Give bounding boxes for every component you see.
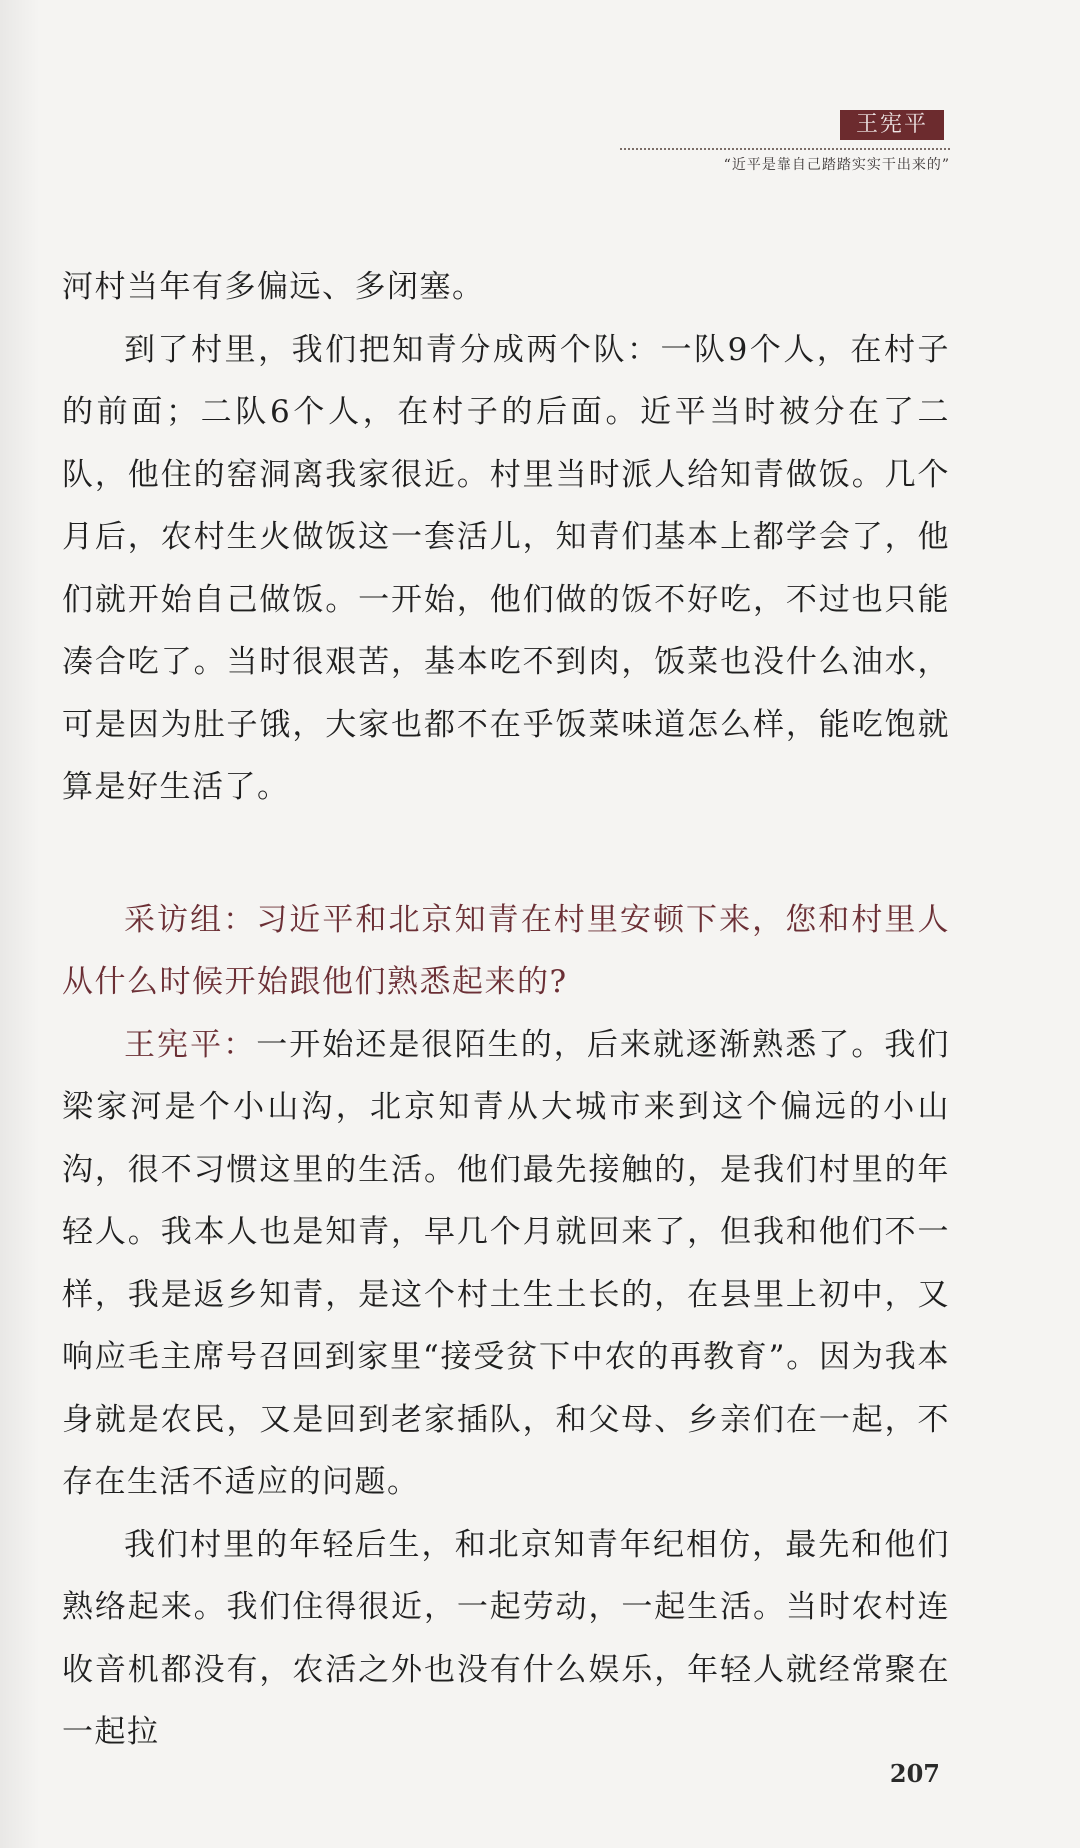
section-gap — [62, 819, 950, 889]
interview-answer — [62, 1014, 950, 1514]
chapter-badge: 王宪平 — [840, 110, 944, 140]
answer-speaker: 王宪平： — [124, 1026, 257, 1063]
header-divider — [620, 148, 950, 150]
paragraph-young-people: 我们村里的年轻后生，和北京知青年纪相仿，最先和他们熟络起来。我们住得很近，一起劳动，一起生活。当时农村连收音机都没有，农活之外也没有什么娱乐，年轻人就经常聚在一起拉 — [62, 1526, 950, 1750]
answer-text: 一开始还是很陌生的，后来就逐渐熟悉了。我们梁家河是个小山沟，北京知青从大城市来到这个偏远的小山沟，很不习惯这里的生活。他们最先接触的，是我们村里的年轻人。我本人也是知青，早几个月就回来了，但我和他们不一样，我是返乡知青，是这个村土生土长的，在县里上初中，又响应毛主席号召回到家里“接受贫下中农的再教育”。因为我本身就是农民，又是回到老家插队，和父母、乡亲们在一起，不存在生活不适应的问题。 — [62, 1026, 950, 1500]
chapter-subtitle: “近平是靠自己踏踏实实干出来的” — [723, 157, 950, 173]
running-header — [620, 110, 950, 174]
page-body — [62, 256, 950, 1764]
interview-question: 采访组：习近平和北京知青在村里安顿下来，您和村里人从什么时候开始跟他们熟悉起来的? — [62, 901, 950, 1000]
paragraph-village-life: 到了村里，我们把知青分成两个队：一队9个人，在村子的前面；二队6个人，在村子的后面。近平当时被分在了二队，他住的窑洞离我家很近。村里当时派人给知青做饭。几个月后，农村生火做饭这一套活儿，知青们基本上都学会了，他们就开始自己做饭。一开始，他们做的饭不好吃，不过也只能凑合吃了。当时很艰苦，基本吃不到肉，饭菜也没什么油水，可是因为肚子饿，大家也都不在乎饭菜味道怎么样，能吃饱就算是好生活了。 — [62, 331, 950, 805]
page-number: 207 — [889, 1759, 940, 1788]
paragraph-continuation: 河村当年有多偏远、多闭塞。 — [62, 269, 485, 305]
